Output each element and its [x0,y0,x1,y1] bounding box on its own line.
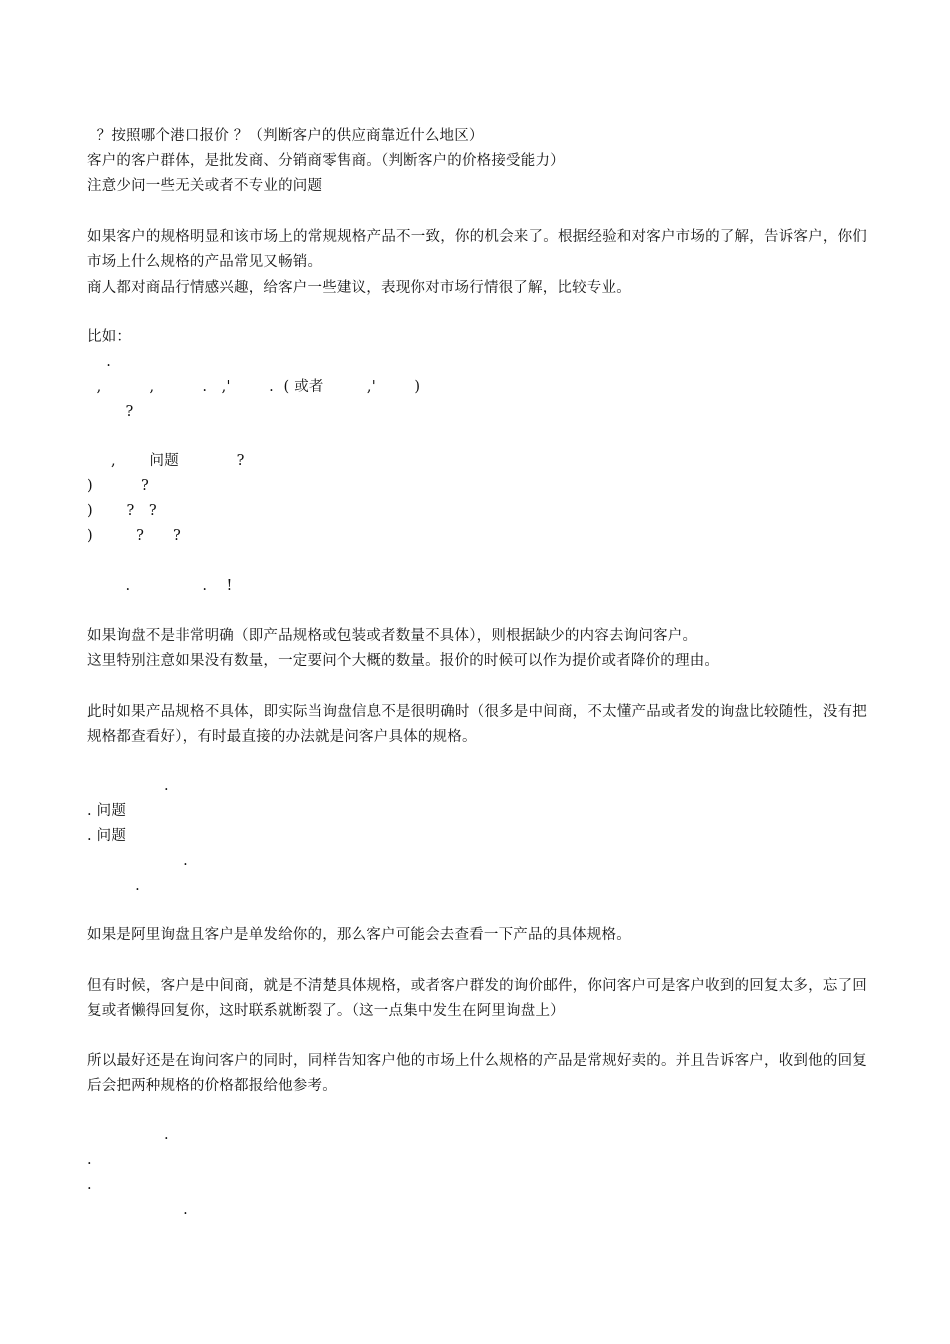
paragraph: 所以最好还是在询问客户的同时，同样告知客户他的市场上什么规格的产品是常规好卖的。并且告诉客户，收到他的回复后会把两种规格的价格都报给他参考。 [87,1053,867,1094]
paragraph: 如果客户的规格明显和该市场上的常规规格产品不一致，你的机会来了。根据经验和对客户市场的了解，告诉客户，你们市场上什么规格的产品常见又畅销。 [87,229,867,270]
text-line: . 问题 [87,803,127,819]
paragraph: 此时如果产品规格不具体，即实际当询盘信息不是很明确时（很多是中间商，不太懂产品或者发的询盘比较随性，没有把规格都查看好），有时最直接的办法就是问客户具体的规格。 [87,704,867,745]
text-line: . 问题 [87,828,127,844]
text-line: . [87,853,188,869]
text-line: 注意少问一些无关或者不专业的问题 [87,178,323,194]
text-line: ? [87,404,134,420]
text-line: . [87,1177,92,1193]
text-line: . [87,1202,188,1218]
text-line: ) ? ? [87,528,181,544]
text-line: 比如： [87,329,132,345]
text-line: . [87,1127,169,1143]
text-line: ) ? [87,478,149,494]
text-line: . [87,1152,92,1168]
text-line: 如果询盘不是非常明确（即产品规格或包装或者数量不具体），则根据缺少的内容去询问客户。 [87,628,698,644]
text-line: ？按照哪个港口报价 ？（判断客户的供应商靠近什么地区） [87,128,484,144]
text-line: . [87,778,169,794]
text-line: , , . ,' . ( 或者 ,' ) [87,379,421,395]
text-line: 如果是阿里询盘且客户是单发给你的，那么客户可能会去查看一下产品的具体规格。 [87,927,631,943]
text-line: . [87,354,112,370]
text-line: 客户的客户群体，是批发商、分销商零售商。（判断客户的价格接受能力） [87,153,565,169]
text-line: 商人都对商品行情感兴趣，给客户一些建议，表现你对市场行情很了解，比较专业。 [87,280,631,296]
text-line: . . ! [87,578,233,594]
text-line: . [87,878,140,894]
paragraph: 但有时候，客户是中间商，就是不清楚具体规格，或者客户群发的询价邮件，你问客户可是客户收到的回复太多，忘了回复或者懒得回复你，这时联系就断裂了。（这一点集中发生在阿里询盘上） [87,978,867,1019]
text-line: ) ? ? [87,503,157,519]
text-line: 这里特别注意如果没有数量，一定要问个大概的数量。报价的时候可以作为提价或者降价的理由。 [87,653,720,669]
text-line: , 问题 ? [87,453,245,469]
